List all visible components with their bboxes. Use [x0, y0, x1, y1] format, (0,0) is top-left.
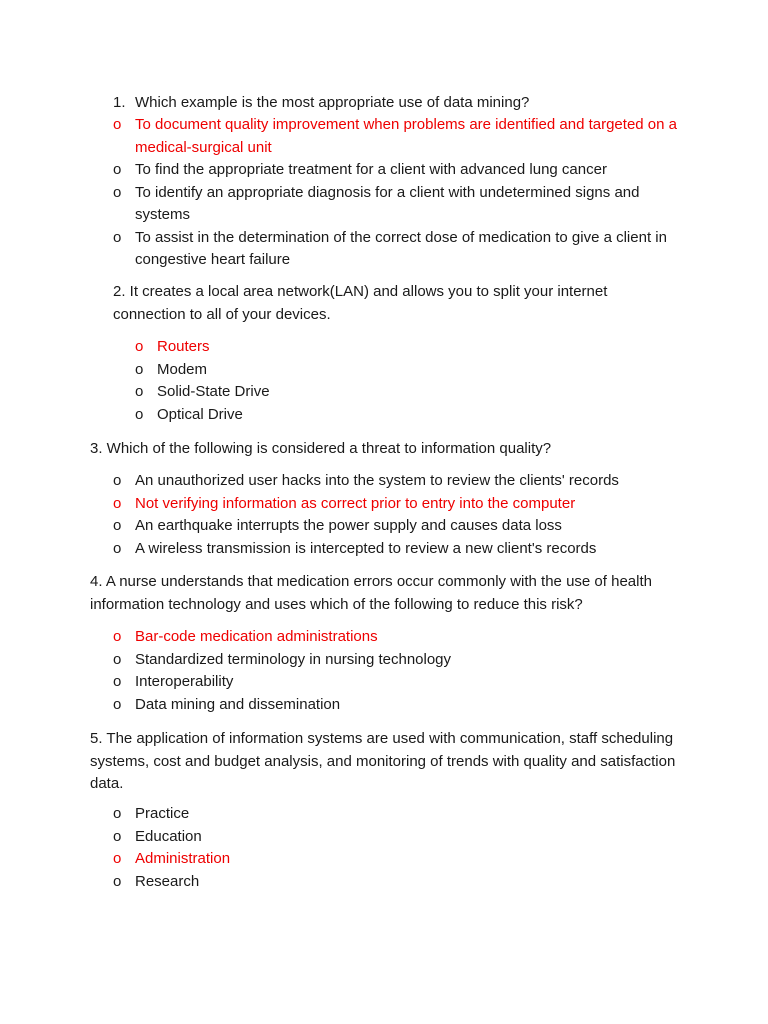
bullet-marker: o: [113, 695, 122, 713]
option-5c: [113, 848, 693, 871]
option-text: An earthquake interrupts the power supply and causes data loss: [135, 517, 562, 534]
option-4c: [113, 671, 693, 694]
question-3-options: [113, 470, 693, 560]
option-3d: [113, 538, 693, 561]
option-text: Optical Drive: [157, 405, 243, 423]
bullet-marker: o: [135, 383, 144, 400]
bullet-marker: o: [113, 183, 122, 201]
option-2b: [135, 359, 635, 382]
question-2: 2. It creates a local area network(LAN) and allows you to split your internet connection to all of your devices.: [113, 283, 608, 323]
option-1d: [113, 227, 685, 272]
bullet-marker: o: [113, 161, 122, 178]
bullet-marker: o: [135, 405, 144, 423]
option-5a: [113, 803, 693, 826]
option-text: Interoperability: [135, 673, 234, 690]
bullet-marker: o: [135, 360, 144, 378]
bullet-marker: o: [113, 517, 122, 534]
option-text: To document quality improvement when problems are identified and targeted on a medical-surgical unit: [135, 116, 677, 156]
option-4a: [113, 626, 693, 649]
question-3: 3. Which of the following is considered a threat to information quality?: [90, 440, 552, 457]
bullet-marker: o: [113, 850, 122, 867]
question-5-options: [113, 803, 693, 893]
option-text: Education: [135, 827, 202, 845]
option-2c: [135, 381, 635, 404]
question-2-options: [135, 336, 635, 426]
bullet-marker: o: [113, 628, 122, 645]
option-text: Bar-code medication administrations: [135, 628, 378, 645]
option-2d: [135, 404, 635, 427]
option-text: An unauthorized user hacks into the system to review the clients' records: [135, 472, 619, 489]
option-3a: [113, 470, 693, 493]
bullet-marker: o: [113, 539, 122, 557]
option-text: Practice: [135, 805, 190, 822]
option-4d: [113, 694, 693, 717]
option-text: Solid-State Drive: [157, 383, 270, 400]
bullet-marker: o: [113, 116, 122, 133]
option-text: To find the appropriate treatment for a client with advanced lung cancer: [135, 161, 607, 178]
option-text: A wireless transmission is intercepted to review a new client's records: [135, 539, 597, 557]
bullet-marker: o: [113, 805, 122, 822]
option-text: Not verifying information as correct prior to entry into the computer: [135, 494, 576, 512]
option-text: To assist in the determination of the correct dose of medication to give a client in congestive heart failure: [135, 228, 667, 268]
option-4b: [113, 649, 693, 672]
option-5d: [113, 871, 693, 894]
question-1-text: Which example is the most appropriate use of data mining?: [135, 94, 530, 111]
option-1a: [113, 114, 685, 159]
option-3b: [113, 493, 693, 516]
option-text: Data mining and dissemination: [135, 695, 341, 713]
bullet-marker: o: [113, 827, 122, 845]
bullet-marker: o: [113, 494, 122, 512]
bullet-marker: o: [113, 650, 122, 668]
option-text: Routers: [157, 338, 210, 355]
option-1b: [113, 159, 685, 182]
bullet-marker: o: [113, 472, 122, 489]
option-1c: [113, 182, 685, 227]
option-text: Modem: [157, 360, 208, 378]
bullet-marker: o: [113, 673, 122, 690]
option-text: Administration: [135, 850, 231, 867]
bullet-marker: o: [113, 228, 122, 246]
question-4: 4. A nurse understands that medication errors occur commonly with the use of health information technology and uses which of the following to reduce this risk?: [90, 573, 652, 613]
question-1-number: 1.: [113, 94, 126, 111]
option-5b: [113, 826, 693, 849]
question-1-options: [113, 114, 685, 272]
option-3c: [113, 515, 693, 538]
bullet-marker: o: [113, 872, 122, 890]
question-4-options: [113, 626, 693, 716]
question-1: [113, 92, 693, 115]
option-text: Standardized terminology in nursing technology: [135, 650, 452, 668]
option-text: To identify an appropriate diagnosis for a client with undetermined signs and systems: [135, 183, 640, 223]
question-5: 5. The application of information systems are used with communication, staff scheduling systems, cost and budget analysis, and monitoring of trends with quality and satisfaction data.: [90, 730, 676, 792]
option-text: Research: [135, 872, 200, 890]
option-2a: [135, 336, 635, 359]
bullet-marker: o: [135, 338, 144, 355]
